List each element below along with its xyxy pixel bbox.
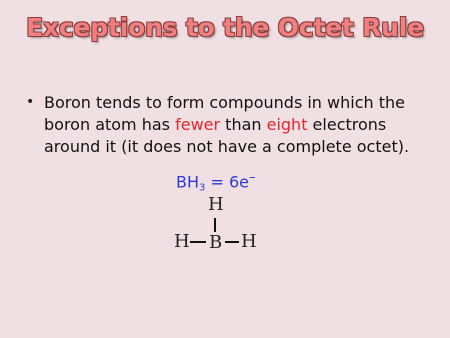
bullet-text-part: than [220,115,267,134]
lewis-structure [170,196,270,256]
bond-right [225,241,239,243]
highlight-fewer: fewer [175,115,221,134]
bullet-text-part: Boron tends to form compounds in which the boron atom has [44,93,405,134]
bond-left [190,241,206,243]
formula-base: BH [176,172,200,192]
boron-atom: B [209,232,223,253]
bullet-text [44,92,436,158]
bullet-text-part: electrons around it (it does not have a complete octet). [44,115,410,156]
bond-vertical [214,218,216,232]
hydrogen-atom-right: H [241,231,257,252]
hydrogen-atom-top: H [208,194,224,215]
bullet-marker: • [26,94,35,110]
highlight-eight: eight [266,115,308,134]
hydrogen-atom-left: H [174,231,190,252]
slide-title: Exceptions to the Octet Rule [26,13,424,42]
bullet-point [26,92,436,158]
formula-subscript: 3 [199,182,206,194]
formula-rest: = 6e [205,172,249,192]
electron-count-formula [176,170,256,193]
formula-superscript: – [249,170,256,185]
